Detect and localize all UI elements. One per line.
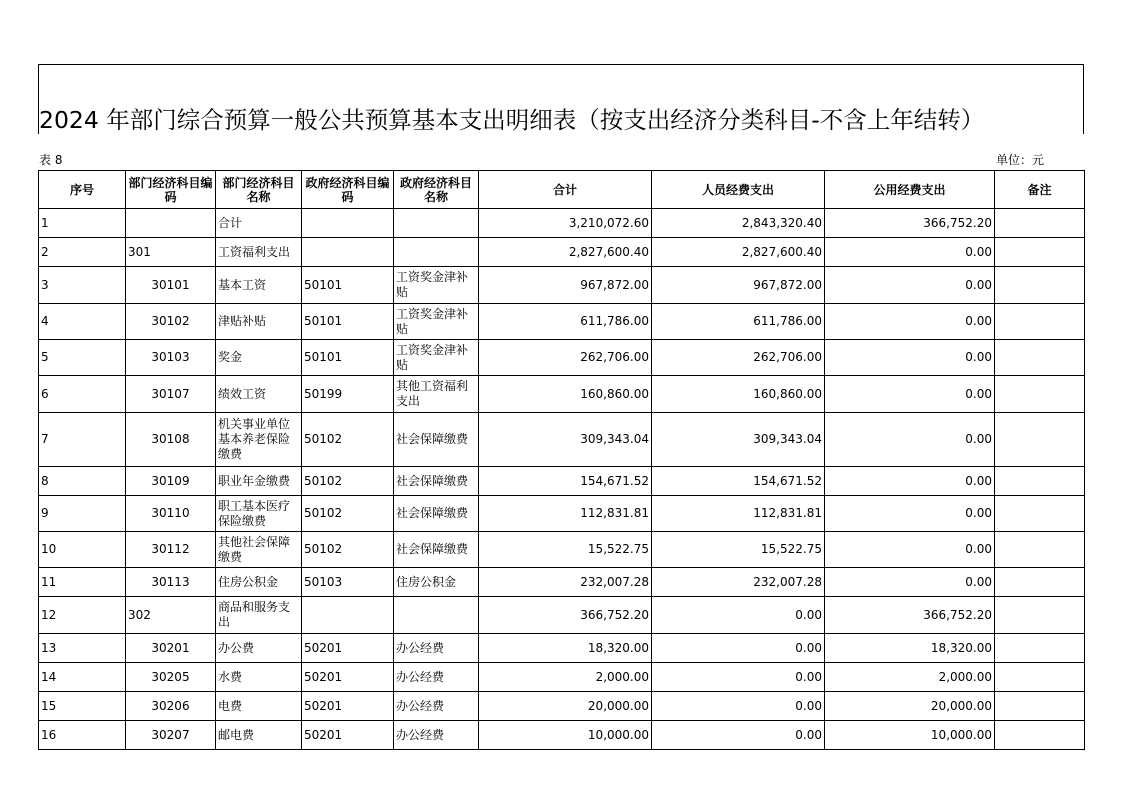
row-dept-code: 30113 [126, 568, 216, 597]
table-row [39, 721, 1085, 750]
row-dept-name: 职工基本医疗保险缴费 [216, 496, 302, 532]
row-total: 232,007.28 [479, 568, 652, 597]
table-row [39, 304, 1085, 340]
row-public: 18,320.00 [825, 634, 995, 663]
header-personnel: 人员经费支出 [652, 171, 825, 209]
row-total: 611,786.00 [479, 304, 652, 340]
row-personnel: 154,671.52 [652, 467, 825, 496]
row-note [995, 496, 1085, 532]
row-dept-name: 水费 [216, 663, 302, 692]
row-gov-code: 50201 [302, 634, 394, 663]
row-seq: 14 [39, 663, 126, 692]
row-seq: 6 [39, 376, 126, 413]
row-dept-name: 住房公积金 [216, 568, 302, 597]
row-dept-name: 工资福利支出 [216, 238, 302, 267]
row-gov-code: 50102 [302, 413, 394, 467]
row-public: 0.00 [825, 532, 995, 568]
table-row [39, 340, 1085, 376]
row-seq: 8 [39, 467, 126, 496]
row-seq: 1 [39, 209, 126, 238]
row-total: 15,522.75 [479, 532, 652, 568]
row-public: 0.00 [825, 304, 995, 340]
row-note [995, 238, 1085, 267]
row-public: 0.00 [825, 238, 995, 267]
page-title: 2024 年部门综合预算一般公共预算基本支出明细表（按支出经济分类科目-不含上年结转） [39, 106, 985, 134]
row-note [995, 304, 1085, 340]
row-seq: 7 [39, 413, 126, 467]
row-dept-code [126, 209, 216, 238]
row-gov-name: 住房公积金 [394, 568, 479, 597]
row-gov-code: 50101 [302, 267, 394, 304]
unit-label: 单位：元 [996, 153, 1045, 167]
row-gov-name: 办公经费 [394, 634, 479, 663]
row-public: 366,752.20 [825, 597, 995, 634]
row-seq: 9 [39, 496, 126, 532]
row-total: 2,827,600.40 [479, 238, 652, 267]
row-seq: 5 [39, 340, 126, 376]
row-gov-code: 50102 [302, 467, 394, 496]
row-personnel: 0.00 [652, 634, 825, 663]
row-dept-code: 30207 [126, 721, 216, 750]
row-gov-name: 办公经费 [394, 721, 479, 750]
row-seq: 16 [39, 721, 126, 750]
row-total: 18,320.00 [479, 634, 652, 663]
table-row [39, 597, 1085, 634]
row-personnel: 0.00 [652, 721, 825, 750]
row-gov-name: 其他工资福利支出 [394, 376, 479, 413]
row-dept-name: 商品和服务支出 [216, 597, 302, 634]
row-note [995, 568, 1085, 597]
row-dept-name: 津贴补贴 [216, 304, 302, 340]
row-gov-name: 办公经费 [394, 692, 479, 721]
row-gov-code: 50201 [302, 663, 394, 692]
row-dept-code: 301 [126, 238, 216, 267]
row-public: 20,000.00 [825, 692, 995, 721]
row-public: 0.00 [825, 267, 995, 304]
row-dept-code: 30110 [126, 496, 216, 532]
row-gov-name [394, 238, 479, 267]
row-personnel: 0.00 [652, 692, 825, 721]
row-public: 0.00 [825, 496, 995, 532]
row-personnel: 15,522.75 [652, 532, 825, 568]
row-public: 2,000.00 [825, 663, 995, 692]
row-personnel: 112,831.81 [652, 496, 825, 532]
table-row [39, 413, 1085, 467]
row-gov-name: 社会保障缴费 [394, 532, 479, 568]
row-public: 0.00 [825, 413, 995, 467]
row-total: 262,706.00 [479, 340, 652, 376]
header-public: 公用经费支出 [825, 171, 995, 209]
header-dept-name: 部门经济科目名称 [216, 171, 302, 209]
row-personnel: 967,872.00 [652, 267, 825, 304]
row-note [995, 634, 1085, 663]
row-seq: 2 [39, 238, 126, 267]
row-total: 366,752.20 [479, 597, 652, 634]
row-total: 967,872.00 [479, 267, 652, 304]
row-total: 20,000.00 [479, 692, 652, 721]
header-dept-code: 部门经济科目编码 [126, 171, 216, 209]
row-note [995, 532, 1085, 568]
row-gov-name [394, 209, 479, 238]
table-row [39, 568, 1085, 597]
row-dept-name: 职业年金缴费 [216, 467, 302, 496]
row-total: 2,000.00 [479, 663, 652, 692]
row-dept-code: 30205 [126, 663, 216, 692]
row-gov-code: 50102 [302, 496, 394, 532]
row-gov-name: 社会保障缴费 [394, 467, 479, 496]
row-seq: 12 [39, 597, 126, 634]
row-personnel: 2,843,320.40 [652, 209, 825, 238]
row-public: 10,000.00 [825, 721, 995, 750]
header-seq: 序号 [39, 171, 126, 209]
row-dept-code: 30201 [126, 634, 216, 663]
row-dept-code: 30109 [126, 467, 216, 496]
row-dept-name: 电费 [216, 692, 302, 721]
row-gov-name: 办公经费 [394, 663, 479, 692]
row-gov-name: 社会保障缴费 [394, 413, 479, 467]
row-dept-name: 邮电费 [216, 721, 302, 750]
row-dept-name: 合计 [216, 209, 302, 238]
row-personnel: 2,827,600.40 [652, 238, 825, 267]
row-dept-name: 奖金 [216, 340, 302, 376]
row-note [995, 267, 1085, 304]
row-total: 309,343.04 [479, 413, 652, 467]
row-personnel: 262,706.00 [652, 340, 825, 376]
row-gov-name: 社会保障缴费 [394, 496, 479, 532]
row-public: 0.00 [825, 568, 995, 597]
row-total: 3,210,072.60 [479, 209, 652, 238]
expenditure-table [38, 170, 1085, 750]
row-dept-code: 30102 [126, 304, 216, 340]
row-dept-code: 30112 [126, 532, 216, 568]
row-seq: 10 [39, 532, 126, 568]
row-dept-name: 办公费 [216, 634, 302, 663]
row-personnel: 0.00 [652, 597, 825, 634]
table-row [39, 692, 1085, 721]
row-dept-code: 30206 [126, 692, 216, 721]
table-row [39, 376, 1085, 413]
row-dept-code: 30108 [126, 413, 216, 467]
title-box [38, 64, 1084, 134]
row-gov-name: 工资奖金津补贴 [394, 340, 479, 376]
row-gov-name [394, 597, 479, 634]
row-gov-name: 工资奖金津补贴 [394, 267, 479, 304]
row-gov-code: 50101 [302, 340, 394, 376]
table-row [39, 467, 1085, 496]
row-note [995, 597, 1085, 634]
row-note [995, 467, 1085, 496]
row-gov-code: 50201 [302, 692, 394, 721]
row-public: 0.00 [825, 467, 995, 496]
table-row [39, 267, 1085, 304]
row-dept-name: 机关事业单位基本养老保险缴费 [216, 413, 302, 467]
row-gov-code [302, 597, 394, 634]
table-row [39, 634, 1085, 663]
row-dept-name: 其他社会保障缴费 [216, 532, 302, 568]
row-seq: 15 [39, 692, 126, 721]
row-note [995, 209, 1085, 238]
row-seq: 11 [39, 568, 126, 597]
row-dept-code: 30107 [126, 376, 216, 413]
table-row [39, 496, 1085, 532]
row-total: 10,000.00 [479, 721, 652, 750]
row-personnel: 309,343.04 [652, 413, 825, 467]
row-public: 0.00 [825, 376, 995, 413]
header-gov-name: 政府经济科目名称 [394, 171, 479, 209]
row-personnel: 611,786.00 [652, 304, 825, 340]
row-note [995, 721, 1085, 750]
row-note [995, 692, 1085, 721]
row-gov-code: 50201 [302, 721, 394, 750]
row-gov-code [302, 209, 394, 238]
row-public: 0.00 [825, 340, 995, 376]
row-note [995, 340, 1085, 376]
row-dept-name: 基本工资 [216, 267, 302, 304]
row-gov-name: 工资奖金津补贴 [394, 304, 479, 340]
row-seq: 13 [39, 634, 126, 663]
row-note [995, 376, 1085, 413]
row-total: 160,860.00 [479, 376, 652, 413]
row-personnel: 232,007.28 [652, 568, 825, 597]
row-gov-code [302, 238, 394, 267]
row-gov-code: 50102 [302, 532, 394, 568]
row-personnel: 160,860.00 [652, 376, 825, 413]
row-personnel: 0.00 [652, 663, 825, 692]
table-row [39, 238, 1085, 267]
row-gov-code: 50199 [302, 376, 394, 413]
row-note [995, 663, 1085, 692]
header-note: 备注 [995, 171, 1085, 209]
row-seq: 3 [39, 267, 126, 304]
table-number: 表 8 [39, 153, 63, 167]
row-gov-code: 50101 [302, 304, 394, 340]
row-public: 366,752.20 [825, 209, 995, 238]
table-row [39, 209, 1085, 238]
table-row [39, 663, 1085, 692]
row-dept-code: 302 [126, 597, 216, 634]
header-row [39, 171, 1085, 209]
header-gov-code: 政府经济科目编码 [302, 171, 394, 209]
row-seq: 4 [39, 304, 126, 340]
row-total: 112,831.81 [479, 496, 652, 532]
table-row [39, 532, 1085, 568]
row-dept-name: 绩效工资 [216, 376, 302, 413]
row-gov-code: 50103 [302, 568, 394, 597]
row-total: 154,671.52 [479, 467, 652, 496]
row-dept-code: 30103 [126, 340, 216, 376]
row-note [995, 413, 1085, 467]
row-dept-code: 30101 [126, 267, 216, 304]
header-total: 合计 [479, 171, 652, 209]
